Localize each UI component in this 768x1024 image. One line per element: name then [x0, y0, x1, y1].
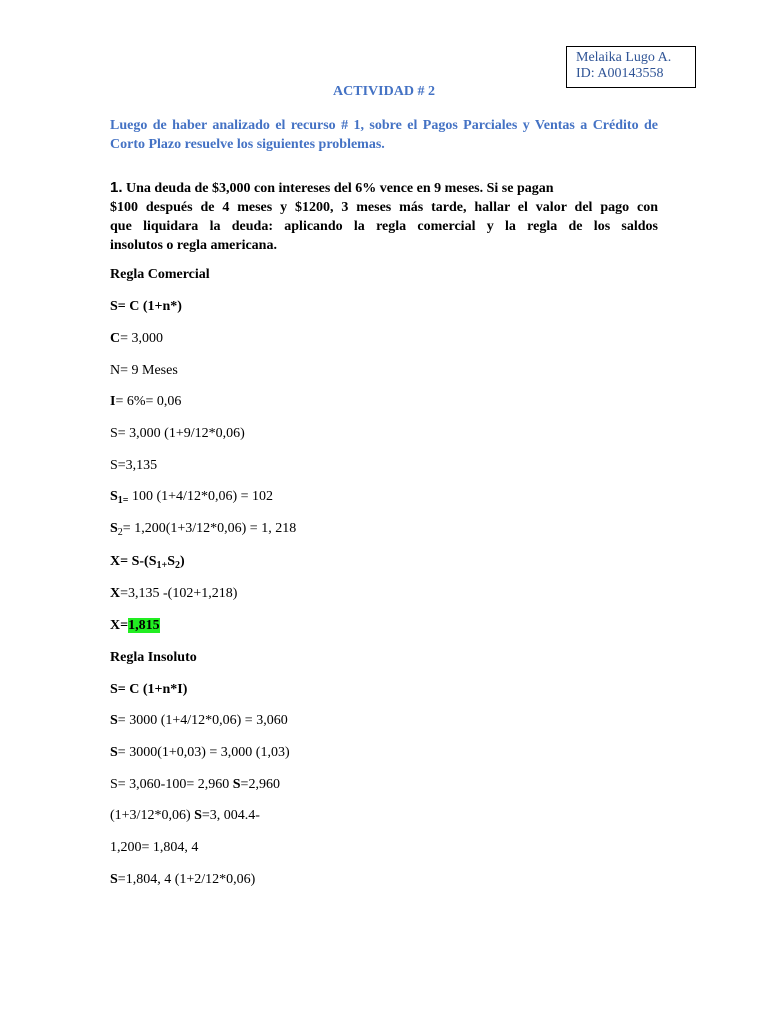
problem-number: 1. [110, 179, 123, 196]
c-label: C [110, 331, 121, 346]
s-result-line: S=3,135 [110, 458, 158, 473]
intro-paragraph: Luego de haber analizado el recurso # 1, sobre el Pagos Parciales y Ventas a Crédito de Corto Plazo resuelve los siguientes problemas. [110, 118, 658, 152]
page-title: ACTIVIDAD # 2 [333, 84, 435, 99]
insoluto-line-3 [110, 777, 280, 793]
x-formula-sub2: 2 [174, 560, 180, 571]
insoluto-line-3-a: S= 3,060-100= 2,960 [110, 777, 233, 792]
x-formula-line [110, 554, 185, 571]
s1-subscript: 1= [117, 495, 129, 506]
problem-line-2: $100 después de 4 meses y $1200, 3 meses más tarde, hallar el valor del pago con [110, 200, 658, 215]
x-calc-line [110, 586, 237, 602]
insoluto-line-2-label: S [110, 745, 118, 760]
c-value-line [110, 331, 163, 347]
c-value: = 3,000 [120, 331, 164, 346]
insoluto-line-1 [110, 713, 288, 729]
s1-label: S [110, 489, 118, 504]
student-info-box [566, 46, 696, 88]
insoluto-formula: S= C (1+n*I) [110, 682, 188, 697]
x-formula-part-a: X= S-(S [110, 554, 157, 569]
insoluto-line-1-label: S [110, 713, 118, 728]
problem-line-1 [110, 178, 658, 198]
s1-value: 100 (1+4/12*0,06) = 102 [128, 489, 274, 504]
x-formula-sub1: 1+ [156, 560, 168, 571]
x-formula-part-c: ) [179, 554, 185, 569]
problem-line-4: insolutos o regla americana. [110, 238, 277, 253]
i-value-line [110, 394, 181, 410]
insoluto-line-4-c: =3, 004.4- [201, 808, 260, 823]
s2-value: = 1,200(1+3/12*0,06) = 1, 218 [122, 521, 297, 536]
insoluto-line-4-b: S [194, 808, 202, 823]
problem-text-1: Una deuda de $3,000 con intereses del 6% vence en 9 meses. Si se pagan [126, 181, 554, 196]
insoluto-line-4-a: (1+3/12*0,06) [110, 808, 195, 823]
x-calc-label: X [110, 586, 121, 601]
insoluto-line-2 [110, 745, 290, 761]
s2-subscript: 2 [117, 527, 123, 538]
s-calc-line: S= 3,000 (1+9/12*0,06) [110, 426, 245, 441]
student-id: ID: A00143558 [576, 66, 664, 81]
s2-line [110, 521, 296, 538]
insoluto-line-3-c: =2,960 [240, 777, 280, 792]
comercial-formula: S= C (1+n*) [110, 299, 182, 314]
x-calc-value: =3,135 -(102+1,218) [120, 586, 238, 601]
insoluto-line-6-value: =1,804, 4 (1+2/12*0,06) [117, 872, 256, 887]
s2-label: S [110, 521, 118, 536]
x-result-highlight: 1,815 [128, 618, 160, 633]
n-value-line: N= 9 Meses [110, 363, 178, 378]
problem-statement [110, 178, 658, 255]
i-label: I [110, 394, 116, 409]
insoluto-line-1-value: = 3000 (1+4/12*0,06) = 3,060 [117, 713, 288, 728]
insoluto-line-6 [110, 872, 255, 888]
insoluto-line-5: 1,200= 1,804, 4 [110, 840, 199, 855]
insoluto-line-3-b: S [232, 777, 241, 792]
s1-line [110, 489, 273, 506]
i-value: = 6%= 0,06 [115, 394, 182, 409]
comercial-heading: Regla Comercial [110, 267, 210, 282]
student-name: Melaika Lugo A. [576, 50, 672, 65]
insoluto-line-2-value: = 3000(1+0,03) = 3,000 (1,03) [117, 745, 290, 760]
insoluto-line-6-label: S [110, 872, 118, 887]
problem-line-3: que liquidara la deuda: aplicando la regla comercial y la regla de los saldos [110, 219, 658, 234]
x-formula-part-b: S [167, 554, 175, 569]
x-result-line [110, 618, 160, 634]
x-result-label: X= [110, 618, 129, 633]
insoluto-line-4 [110, 808, 260, 824]
insoluto-heading: Regla Insoluto [110, 650, 197, 665]
